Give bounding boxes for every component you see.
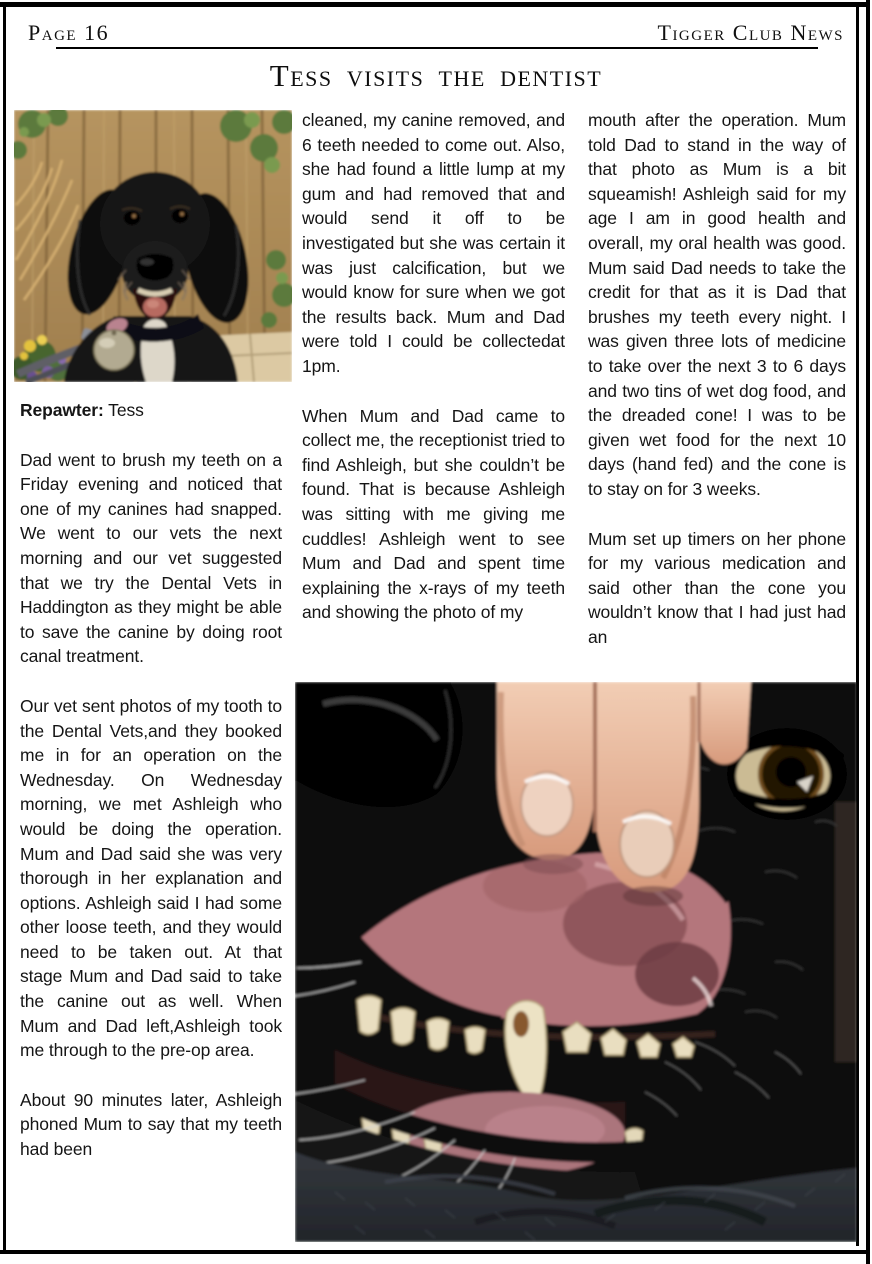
byline (20, 398, 282, 423)
page-border-right-outer (866, 0, 870, 1264)
masthead: Tigger Club News (657, 20, 844, 45)
column-3 (588, 108, 846, 676)
page-title: Tess visits the dentist (269, 58, 603, 93)
column-2 (302, 108, 565, 676)
paragraph: cleaned, my canine removed, and 6 teeth needed to come out. Also, she had found a little lump at my gum and had removed that and would send it off to be investigated but she was certain it was just calcification, but we would know for sure when we got the results back. Mum and Dad were told I could be collectedat 1pm. (302, 110, 565, 376)
page-number: Page 16 (28, 20, 110, 45)
byline-label: Repawter: (20, 400, 104, 420)
paragraph: When Mum and Dad came to collect me, the receptionist tried to find Ashleigh, but she couldn’t be found. That is because Ashleigh was sitting with me giving me cuddles! Ashleigh went to see Mum and Dad and spent time explaining the x-rays of my teeth and showing the photo of my (302, 405, 565, 623)
header-rule (56, 47, 818, 49)
page-border-bottom (0, 1250, 870, 1254)
dental-photo (295, 682, 857, 1242)
paragraph: mouth after the operation. Mum told Dad to stand in the way of that photo as Mum is a bit squeamish! Ashleigh said for my age I am in good health and overall, my oral health was good. Mum said Dad needs to take the credit for that as it is Dad that brushes my teeth every night. I was given three lots of medicine to take over the next 3 to 6 days and two tins of wet dog food, and the dreaded cone! I was to be given wet food for the next 10 days (hand fed) and the cone is to stay on for 3 weeks. (588, 110, 846, 499)
paragraph: Dad went to brush my teeth on a Friday evening and noticed that one of my canines had snapped. We went to our vets the next morning and our vet suggested that we try the Dental Vets in Haddington as they might be able to save the canine by doing root canal treatment. (20, 449, 282, 667)
dental-illustration (295, 682, 857, 1242)
dog-portrait-photo (14, 110, 292, 382)
column-1 (20, 398, 282, 1246)
paragraph: Our vet sent photos of my tooth to the Dental Vets,and they booked me in for an operation on the Wednesday. On Wednesday morning, we met Ashleigh who would be doing the operation. Mum and Dad said she was very thorough in her explanation and options. Ashleigh said I had some other loose teeth, and they would need to be taken out. At that stage Mum and Dad said to take the canine out as well. When Mum and Dad left,Ashleigh took me through to the pre-op area. (20, 695, 282, 1061)
dog-portrait-illustration (14, 110, 292, 382)
page-border-left (3, 7, 6, 1252)
paragraph: About 90 minutes later, Ashleigh phoned Mum to say that my teeth had been (20, 1089, 282, 1160)
page-border-top (0, 2, 866, 7)
byline-name: Tess (108, 400, 144, 420)
paragraph: Mum set up timers on her phone for my various medication and said other than the cone you wouldn’t know that I had just had an (588, 528, 846, 647)
